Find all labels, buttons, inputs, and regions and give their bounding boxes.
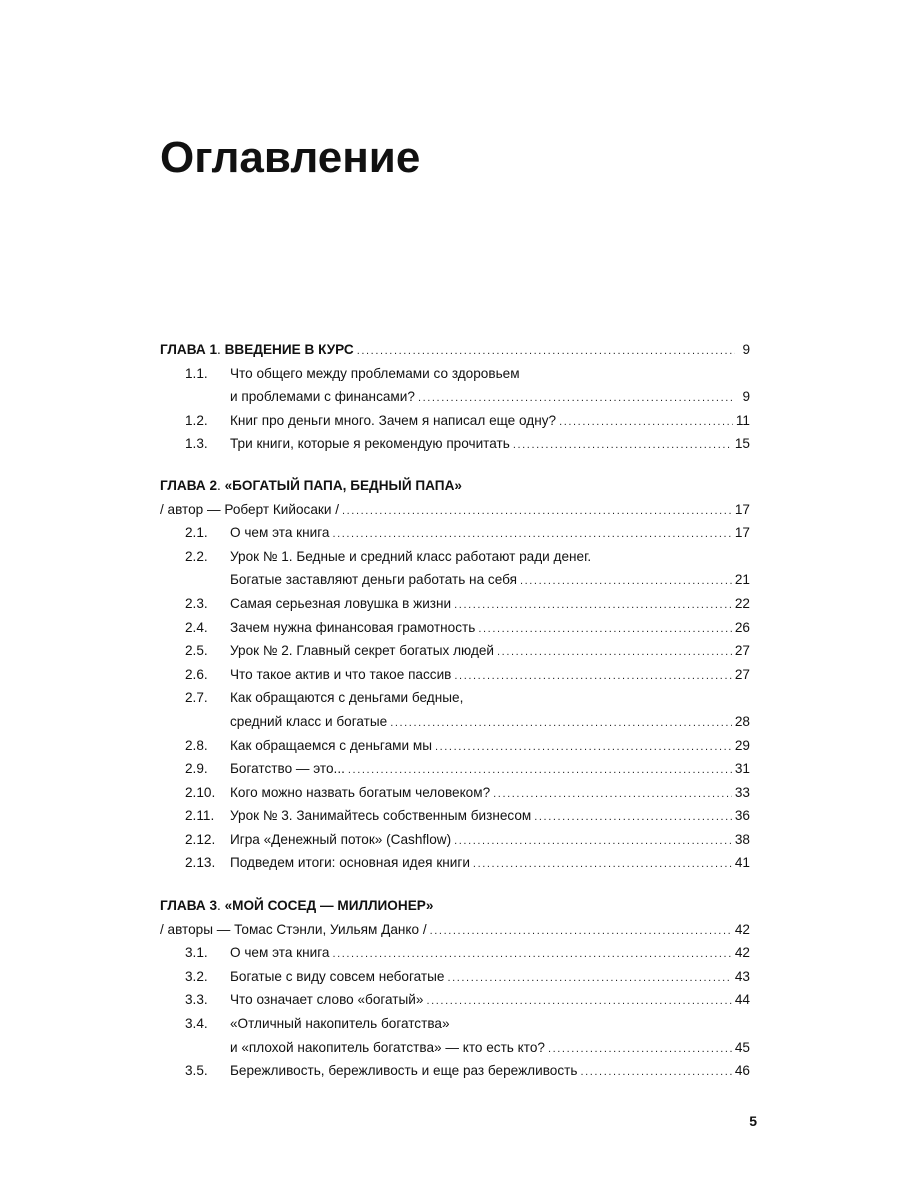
page-ref: 29 — [734, 737, 750, 753]
dot-leader — [580, 1066, 731, 1078]
section-title: О чем эта книга — [230, 945, 330, 961]
section-title: Богатство — это... — [230, 761, 345, 777]
page-ref: 38 — [734, 831, 750, 847]
chapter-separator: . — [217, 898, 221, 914]
page-ref: 36 — [734, 808, 750, 824]
toc-entry[interactable] — [160, 1016, 750, 1040]
dot-leader — [342, 505, 732, 517]
page-ref: 22 — [734, 595, 750, 611]
chapter-title: ВВЕДЕНИЕ В КУРС — [224, 342, 354, 357]
toc-entry[interactable] — [160, 690, 750, 714]
toc-entry[interactable] — [160, 969, 750, 993]
dot-leader — [548, 1043, 732, 1055]
section-title: Игра «Денежный поток» (Cashflow) — [230, 831, 452, 847]
chapter-author: / автор — Роберт Кийосаки / — [160, 501, 339, 517]
chapter-author-entry[interactable] — [160, 922, 750, 946]
page-ref: 42 — [734, 945, 750, 961]
toc-entry[interactable] — [160, 596, 750, 620]
toc-entry[interactable] — [160, 945, 750, 969]
section-number: 2.4. — [185, 619, 208, 635]
dot-leader — [447, 972, 731, 984]
dot-leader — [478, 623, 732, 635]
section-number: 2.11. — [185, 808, 215, 824]
dot-leader — [332, 948, 731, 960]
page-ref: 9 — [742, 389, 750, 405]
section-title: Богатые с виду совсем небогатые — [230, 968, 445, 984]
chapter-title: «МОЙ СОСЕД — МИЛЛИОНЕР» — [224, 898, 434, 914]
page-ref: 27 — [734, 666, 750, 682]
page-ref: 42 — [734, 921, 750, 937]
section-title: Урок № 2. Главный секрет богатых людей — [230, 643, 495, 659]
page-ref: 17 — [734, 501, 750, 517]
section-number: 2.12. — [185, 831, 216, 847]
section-number: 2.3. — [185, 595, 208, 611]
table-of-contents — [160, 342, 750, 1087]
section-title: Что общего между проблемами со здоровьем — [230, 365, 520, 381]
chapter-author: / авторы — Томас Стэнли, Уильям Данко / — [160, 921, 427, 937]
dot-leader — [435, 741, 732, 753]
dot-leader — [418, 392, 735, 404]
section-title-line2: и проблемами с финансами? — [230, 389, 415, 405]
section-number: 3.5. — [185, 1063, 208, 1079]
dot-leader — [454, 599, 732, 611]
section-title: Что означает слово «богатый» — [230, 992, 424, 1008]
toc-entry-continuation[interactable] — [160, 389, 750, 413]
chapter-2 — [160, 478, 750, 879]
dot-leader — [513, 439, 732, 451]
section-title: Что такое актив и что такое пассив — [230, 666, 452, 682]
section-title-line2: и «плохой накопитель богатства» — кто есть кто? — [230, 1039, 545, 1055]
chapter-heading[interactable] — [160, 898, 750, 922]
section-title: Три книги, которые я рекомендую прочитать — [230, 436, 510, 452]
toc-entry[interactable] — [160, 1063, 750, 1087]
toc-entry[interactable] — [160, 620, 750, 644]
chapter-separator: . — [217, 342, 221, 357]
chapter-author-entry[interactable] — [160, 502, 750, 526]
section-title: О чем эта книга — [230, 525, 330, 541]
chapter-3 — [160, 898, 750, 1087]
page-ref: 26 — [734, 619, 750, 635]
toc-entry[interactable] — [160, 366, 750, 390]
page-ref: 46 — [734, 1063, 750, 1079]
section-title: Как обращаемся с деньгами мы — [230, 737, 432, 753]
toc-entry[interactable] — [160, 525, 750, 549]
section-number: 2.10. — [185, 784, 216, 800]
dot-leader — [390, 717, 732, 729]
chapter-label: ГЛАВА 3 — [160, 898, 218, 914]
page-ref: 41 — [734, 855, 750, 871]
page-ref: 31 — [734, 761, 750, 777]
section-number: 2.1. — [185, 525, 208, 541]
section-number: 1.1. — [185, 365, 208, 381]
section-title: Как обращаются с деньгами бедные, — [230, 690, 464, 706]
section-title: «Отличный накопитель богатства» — [230, 1016, 450, 1032]
toc-entry[interactable] — [160, 832, 750, 856]
dot-leader — [520, 575, 732, 587]
section-number: 3.1. — [185, 945, 208, 961]
section-title: Урок № 1. Бедные и средний класс работают ради денег. — [230, 548, 592, 564]
chapter-label: ГЛАВА 1 — [160, 342, 218, 357]
section-number: 2.5. — [185, 643, 208, 659]
dot-leader — [426, 995, 731, 1007]
page-ref: 11 — [735, 412, 750, 428]
section-title: Урок № 3. Занимайтесь собственным бизнесом — [230, 808, 532, 824]
toc-entry[interactable] — [160, 738, 750, 762]
toc-entry[interactable] — [160, 643, 750, 667]
toc-entry[interactable] — [160, 549, 750, 573]
dot-leader — [454, 670, 731, 682]
dot-leader — [348, 764, 732, 776]
section-title-line2: средний класс и богатые — [230, 713, 388, 729]
dot-leader — [534, 811, 732, 823]
page-title: Оглавление — [160, 133, 421, 182]
chapter-label: ГЛАВА 2 — [160, 477, 218, 493]
toc-entry[interactable] — [160, 761, 750, 785]
section-number: 2.2. — [185, 548, 208, 564]
toc-entry[interactable] — [160, 413, 750, 437]
toc-entry[interactable] — [160, 785, 750, 809]
toc-entry[interactable] — [160, 992, 750, 1016]
toc-entry[interactable] — [160, 667, 750, 691]
dot-leader — [473, 858, 732, 870]
page-ref: 43 — [734, 968, 750, 984]
section-title: Кого можно назвать богатым человеком? — [230, 784, 491, 800]
dot-leader — [493, 788, 732, 800]
page-ref: 17 — [734, 525, 750, 541]
dot-leader — [430, 925, 732, 937]
page-ref: 44 — [734, 992, 750, 1008]
page-ref: 28 — [734, 713, 750, 729]
dot-leader — [497, 646, 732, 658]
page-ref: 33 — [734, 784, 750, 800]
page-ref: 27 — [734, 643, 750, 659]
section-number: 2.7. — [185, 690, 208, 706]
toc-entry[interactable] — [160, 436, 750, 460]
page-ref: 45 — [734, 1039, 750, 1055]
section-number: 3.4. — [185, 1016, 208, 1032]
dot-leader — [357, 345, 735, 357]
section-title: Подведем итоги: основная идея книги — [230, 855, 470, 871]
toc-entry-continuation[interactable] — [160, 572, 750, 596]
page-ref: 21 — [734, 572, 750, 588]
chapter-title: «БОГАТЫЙ ПАПА, БЕДНЫЙ ПАПА» — [224, 477, 462, 493]
section-number: 3.3. — [185, 992, 208, 1008]
page-ref: 9 — [742, 342, 750, 357]
page-ref: 15 — [734, 436, 750, 452]
dot-leader — [454, 835, 732, 847]
chapter-heading[interactable] — [160, 478, 750, 502]
section-title: Бережливость, бережливость и еще раз бережливость — [230, 1063, 578, 1079]
chapter-separator: . — [217, 477, 221, 493]
section-title-line2: Богатые заставляют деньги работать на себя — [230, 572, 517, 588]
section-number: 2.8. — [185, 737, 208, 753]
section-number: 3.2. — [185, 968, 208, 984]
section-number: 2.6. — [185, 666, 208, 682]
toc-entry-continuation[interactable] — [160, 714, 750, 738]
chapter-1 — [160, 342, 750, 460]
section-title: Зачем нужна финансовая грамотность — [230, 619, 476, 635]
chapter-heading[interactable] — [160, 342, 750, 366]
section-number: 2.9. — [185, 761, 208, 777]
section-number: 2.13. — [185, 855, 216, 871]
toc-entry[interactable] — [160, 855, 750, 879]
page-number: 5 — [749, 1113, 757, 1129]
section-number: 1.2. — [185, 412, 208, 428]
section-title: Самая серьезная ловушка в жизни — [230, 595, 452, 611]
toc-entry-continuation[interactable] — [160, 1040, 750, 1064]
section-title: Книг про деньги много. Зачем я написал еще одну? — [230, 412, 557, 428]
section-number: 1.3. — [185, 436, 208, 452]
dot-leader — [559, 416, 733, 428]
dot-leader — [332, 528, 731, 540]
toc-entry[interactable] — [160, 808, 750, 832]
